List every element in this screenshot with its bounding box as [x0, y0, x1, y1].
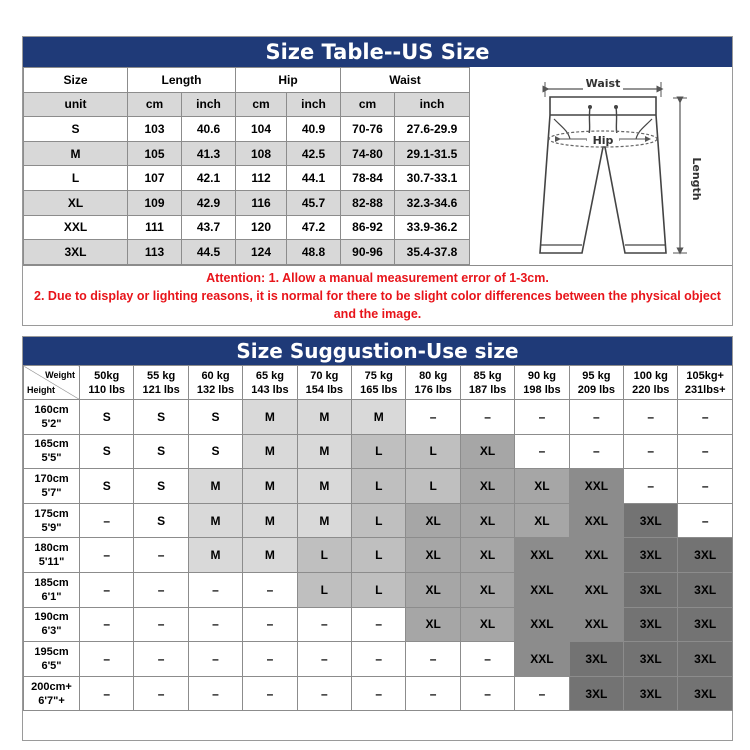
size-value-cell: 108 — [236, 141, 287, 166]
size-suggestion-cell: M — [188, 503, 242, 538]
size-suggestion-cell: XXL — [515, 642, 569, 677]
size-suggestion-cell: 3XL — [624, 538, 678, 573]
weight-header-row — [24, 366, 733, 400]
size-value-cell: 40.6 — [182, 117, 236, 142]
header-length: Length — [128, 68, 236, 93]
size-suggestion-cell: XL — [460, 538, 514, 573]
size-row — [24, 190, 470, 215]
size-value-cell: 112 — [236, 166, 287, 191]
size-suggestion-cell: – — [80, 642, 134, 677]
size-suggestion-cell: XL — [406, 572, 460, 607]
attention-line-2: 2. Due to display or lighting reasons, it is normal for there to be slight color differences between the physical object and the image. — [34, 289, 721, 321]
height-header-cell — [24, 572, 80, 607]
size-suggestion-cell: – — [80, 676, 134, 711]
size-suggestion-cell: – — [352, 642, 406, 677]
weight-lbs: 154 lbs — [305, 383, 343, 396]
weight-lbs: 176 lbs — [414, 383, 452, 396]
weight-lbs: 143 lbs — [251, 383, 289, 396]
height-header-cell — [24, 400, 80, 435]
size-suggestion-cell: 3XL — [678, 607, 732, 642]
weight-kg: 65 kg — [255, 369, 284, 382]
height-row — [24, 434, 733, 469]
size-value-cell: 70-76 — [341, 117, 395, 142]
unit-cell: inch — [287, 92, 341, 117]
size-suggestion-cell: S — [80, 469, 134, 504]
height-ft: 6'1" — [41, 590, 62, 603]
height-header-cell — [24, 607, 80, 642]
size-suggestion-cell: – — [297, 607, 351, 642]
diagram-waist-label: Waist — [585, 77, 621, 90]
size-suggestion-cell: M — [297, 503, 351, 538]
size-suggestion-cell: – — [188, 607, 242, 642]
height-header-cell — [24, 503, 80, 538]
size-suggestion-cell: S — [134, 400, 188, 435]
size-value-cell: 78-84 — [341, 166, 395, 191]
weight-lbs: 187 lbs — [468, 383, 507, 396]
size-suggestion-cell: M — [243, 434, 297, 469]
size-suggestion-cell: XL — [460, 434, 514, 469]
unit-cell: unit — [24, 92, 128, 117]
size-suggestion-cell: S — [134, 503, 188, 538]
weight-header-cell — [624, 366, 678, 400]
attention-line-1: Attention: 1. Allow a manual measurement error of 1-3cm. — [206, 271, 549, 285]
size-value-cell: 116 — [236, 190, 287, 215]
size-suggestion-cell: XXL — [569, 538, 623, 573]
weight-kg: 95 kg — [582, 369, 611, 382]
corner-weight-label: Weight — [45, 370, 75, 380]
weight-header-cell — [188, 366, 242, 400]
size-table-header-row — [24, 68, 470, 93]
size-suggestion-cell: – — [624, 469, 678, 504]
height-row — [24, 572, 733, 607]
size-suggestion-cell: XXL — [515, 607, 569, 642]
height-ft: 5'9" — [41, 521, 62, 534]
size-value-cell: 107 — [128, 166, 182, 191]
height-header-cell — [24, 469, 80, 504]
size-suggestion-cell: – — [515, 400, 569, 435]
height-row — [24, 538, 733, 573]
weight-lbs: 121 lbs — [142, 383, 180, 396]
size-label-cell: XXL — [24, 215, 128, 240]
size-suggestion-table — [23, 365, 733, 711]
weight-header-cell — [134, 366, 188, 400]
size-value-cell: 90-96 — [341, 240, 395, 265]
size-suggestion-cell: XL — [406, 607, 460, 642]
size-label-cell: 3XL — [24, 240, 128, 265]
size-suggestion-cell: – — [188, 676, 242, 711]
size-value-cell: 44.1 — [287, 166, 341, 191]
size-value-cell: 104 — [236, 117, 287, 142]
header-hip: Hip — [236, 68, 341, 93]
size-suggestion-cell: L — [352, 572, 406, 607]
size-suggestion-cell: – — [678, 400, 732, 435]
size-suggestion-cell: – — [515, 434, 569, 469]
size-suggestion-cell: L — [297, 572, 351, 607]
corner-height-label: Height — [27, 385, 55, 395]
size-row — [24, 240, 470, 265]
size-suggestion-cell: – — [406, 676, 460, 711]
size-suggestion-panel — [22, 336, 733, 741]
size-row — [24, 141, 470, 166]
size-suggestion-cell: 3XL — [624, 607, 678, 642]
size-suggestion-cell: M — [297, 434, 351, 469]
size-value-cell: 33.9-36.2 — [395, 215, 470, 240]
unit-cell: cm — [341, 92, 395, 117]
size-value-cell: 111 — [128, 215, 182, 240]
height-cm: 180cm — [34, 542, 69, 555]
size-value-cell: 103 — [128, 117, 182, 142]
height-row — [24, 469, 733, 504]
weight-lbs: 165 lbs — [360, 383, 398, 396]
weight-header-cell — [406, 366, 460, 400]
size-suggestion-cell: – — [460, 676, 514, 711]
height-cm: 190cm — [34, 611, 69, 624]
height-ft: 6'3" — [41, 625, 62, 638]
size-suggestion-cell: M — [243, 469, 297, 504]
size-suggestion-cell: L — [352, 469, 406, 504]
weight-lbs: 198 lbs — [523, 383, 561, 396]
weight-header-cell — [515, 366, 569, 400]
size-suggestion-cell: XXL — [569, 607, 623, 642]
size-value-cell: 47.2 — [287, 215, 341, 240]
size-suggestion-cell: – — [134, 676, 188, 711]
size-suggestion-cell: XXL — [569, 469, 623, 504]
size-suggestion-cell: 3XL — [678, 676, 732, 711]
size-suggestion-cell: – — [80, 607, 134, 642]
size-value-cell: 27.6-29.9 — [395, 117, 470, 142]
size-value-cell: 40.9 — [287, 117, 341, 142]
weight-kg: 105kg+ — [686, 369, 724, 382]
weight-kg: 75 kg — [364, 369, 393, 382]
size-suggestion-cell: – — [352, 607, 406, 642]
size-suggestion-cell: – — [80, 572, 134, 607]
size-label-cell: M — [24, 141, 128, 166]
size-suggestion-cell: – — [406, 400, 460, 435]
size-suggestion-cell: XXL — [569, 572, 623, 607]
weight-kg: 100 kg — [633, 369, 668, 382]
size-suggestion-cell: L — [352, 434, 406, 469]
size-suggestion-cell: – — [80, 538, 134, 573]
size-value-cell: 124 — [236, 240, 287, 265]
height-row — [24, 607, 733, 642]
weight-header-cell — [569, 366, 623, 400]
weight-lbs: 110 lbs — [88, 383, 126, 396]
weight-kg: 50kg — [94, 369, 120, 382]
weight-header-cell — [352, 366, 406, 400]
size-value-cell: 105 — [128, 141, 182, 166]
size-suggestion-cell: S — [188, 400, 242, 435]
size-suggestion-cell: – — [624, 400, 678, 435]
size-suggestion-cell: – — [297, 642, 351, 677]
size-suggestion-cell: XL — [406, 503, 460, 538]
weight-height-corner — [24, 366, 80, 400]
weight-lbs: 231lbs+ — [684, 383, 726, 396]
size-suggestion-cell: – — [460, 400, 514, 435]
size-suggestion-cell: 3XL — [569, 676, 623, 711]
size-suggestion-cell: – — [188, 642, 242, 677]
height-ft: 5'2" — [41, 417, 62, 430]
size-suggestion-cell: XL — [515, 503, 569, 538]
weight-kg: 55 kg — [147, 369, 176, 382]
weight-kg: 85 kg — [473, 369, 502, 382]
size-suggestion-cell: S — [80, 434, 134, 469]
size-suggestion-cell: M — [352, 400, 406, 435]
size-suggestion-cell: S — [134, 469, 188, 504]
size-suggestion-cell: – — [297, 676, 351, 711]
size-value-cell: 42.5 — [287, 141, 341, 166]
unit-cell: inch — [395, 92, 470, 117]
weight-header-cell — [678, 366, 732, 400]
unit-cell: cm — [128, 92, 182, 117]
size-suggestion-cell: 3XL — [569, 642, 623, 677]
size-suggestion-cell: – — [243, 676, 297, 711]
header-waist: Waist — [341, 68, 470, 93]
size-value-cell: 109 — [128, 190, 182, 215]
header-size: Size — [24, 68, 128, 93]
size-table-title: Size Table--US Size — [23, 37, 732, 67]
height-ft: 5'7" — [41, 486, 62, 499]
size-suggestion-cell: – — [515, 676, 569, 711]
size-suggestion-cell: M — [188, 538, 242, 573]
weight-kg: 90 kg — [527, 369, 557, 382]
size-value-cell: 30.7-33.1 — [395, 166, 470, 191]
height-ft: 5'11" — [38, 556, 65, 569]
weight-kg: 70 kg — [310, 369, 339, 382]
size-value-cell: 74-80 — [341, 141, 395, 166]
size-suggestion-cell: L — [406, 469, 460, 504]
size-suggestion-cell: – — [243, 607, 297, 642]
size-value-cell: 86-92 — [341, 215, 395, 240]
size-suggestion-cell: – — [624, 434, 678, 469]
size-label-cell: L — [24, 166, 128, 191]
size-suggestion-cell: – — [406, 642, 460, 677]
size-value-cell: 82-88 — [341, 190, 395, 215]
weight-header-cell — [80, 366, 134, 400]
size-suggestion-cell: XL — [406, 538, 460, 573]
size-suggestion-cell: – — [569, 434, 623, 469]
size-suggestion-cell: – — [243, 572, 297, 607]
size-suggestion-cell: M — [297, 469, 351, 504]
weight-lbs: 209 lbs — [577, 383, 616, 396]
pants-measurement-icon — [470, 67, 733, 264]
height-ft: 5'5" — [41, 452, 62, 465]
size-suggestion-cell: XL — [515, 469, 569, 504]
attention-note — [23, 265, 732, 325]
weight-header-cell — [243, 366, 297, 400]
size-value-cell: 32.3-34.6 — [395, 190, 470, 215]
size-label-cell: XL — [24, 190, 128, 215]
size-value-cell: 43.7 — [182, 215, 236, 240]
height-row — [24, 503, 733, 538]
size-suggestion-cell: – — [134, 538, 188, 573]
size-suggestion-cell: M — [243, 503, 297, 538]
diagram-length-label: Length — [690, 157, 703, 201]
size-row — [24, 117, 470, 142]
size-suggestion-cell: L — [406, 434, 460, 469]
weight-lbs: 220 lbs — [632, 383, 670, 396]
height-cm: 185cm — [34, 576, 69, 589]
height-cm: 195cm — [34, 645, 69, 658]
height-ft: 6'7"+ — [38, 694, 65, 707]
size-suggestion-cell: M — [297, 400, 351, 435]
size-suggestion-title: Size Suggustion-Use size — [23, 337, 732, 365]
size-suggestion-cell: L — [352, 503, 406, 538]
size-value-cell: 42.1 — [182, 166, 236, 191]
size-suggestion-cell: M — [188, 469, 242, 504]
size-value-cell: 41.3 — [182, 141, 236, 166]
height-row — [24, 676, 733, 711]
size-suggestion-cell: 3XL — [624, 676, 678, 711]
size-suggestion-cell: – — [134, 607, 188, 642]
height-header-cell — [24, 642, 80, 677]
size-suggestion-cell: S — [134, 434, 188, 469]
size-suggestion-cell: – — [188, 572, 242, 607]
weight-kg: 60 kg — [201, 369, 230, 382]
size-suggestion-cell: S — [188, 434, 242, 469]
size-suggestion-cell: L — [297, 538, 351, 573]
size-suggestion-cell: M — [243, 538, 297, 573]
size-suggestion-cell: 3XL — [678, 642, 732, 677]
size-suggestion-cell: – — [678, 434, 732, 469]
weight-kg: 80 kg — [419, 369, 448, 382]
size-value-cell: 113 — [128, 240, 182, 265]
size-row — [24, 166, 470, 191]
height-ft: 6'5" — [41, 659, 62, 672]
height-row — [24, 400, 733, 435]
size-value-cell: 42.9 — [182, 190, 236, 215]
size-value-cell: 29.1-31.5 — [395, 141, 470, 166]
size-table-unit-row — [24, 92, 470, 117]
unit-cell: cm — [236, 92, 287, 117]
size-suggestion-cell: 3XL — [678, 538, 732, 573]
size-suggestion-cell: – — [134, 572, 188, 607]
size-label-cell: S — [24, 117, 128, 142]
unit-cell: inch — [182, 92, 236, 117]
size-table-panel — [22, 36, 733, 326]
size-value-cell: 120 — [236, 215, 287, 240]
size-suggestion-cell: 3XL — [678, 572, 732, 607]
weight-header-cell — [460, 366, 514, 400]
size-value-cell: 44.5 — [182, 240, 236, 265]
size-suggestion-cell: XL — [460, 503, 514, 538]
size-suggestion-cell: – — [134, 642, 188, 677]
size-row — [24, 215, 470, 240]
height-cm: 175cm — [34, 507, 69, 520]
size-suggestion-cell: – — [678, 469, 732, 504]
size-suggestion-cell: XL — [460, 572, 514, 607]
height-row — [24, 642, 733, 677]
size-suggestion-cell: XL — [460, 469, 514, 504]
height-cm: 165cm — [34, 438, 69, 451]
size-suggestion-cell: XXL — [515, 572, 569, 607]
size-suggestion-cell: XXL — [569, 503, 623, 538]
height-header-cell — [24, 434, 80, 469]
weight-header-cell — [297, 366, 351, 400]
size-value-cell: 48.8 — [287, 240, 341, 265]
size-value-cell: 35.4-37.8 — [395, 240, 470, 265]
size-suggestion-cell: – — [678, 503, 732, 538]
size-suggestion-cell: XL — [460, 607, 514, 642]
size-suggestion-cell: M — [243, 400, 297, 435]
size-suggestion-cell: 3XL — [624, 572, 678, 607]
size-suggestion-cell: 3XL — [624, 503, 678, 538]
height-cm: 200cm+ — [31, 680, 72, 693]
height-cm: 170cm — [34, 472, 69, 485]
weight-lbs: 132 lbs — [196, 383, 235, 396]
size-suggestion-cell: S — [80, 400, 134, 435]
size-suggestion-cell: L — [352, 538, 406, 573]
size-suggestion-cell: – — [243, 642, 297, 677]
size-value-cell: 45.7 — [287, 190, 341, 215]
height-cm: 160cm — [34, 403, 69, 416]
diagram-hip-label: Hip — [592, 134, 614, 147]
pants-diagram — [469, 67, 732, 264]
size-suggestion-cell: XXL — [515, 538, 569, 573]
size-suggestion-cell: 3XL — [624, 642, 678, 677]
height-header-cell — [24, 538, 80, 573]
size-suggestion-cell: – — [352, 676, 406, 711]
height-header-cell — [24, 676, 80, 711]
size-suggestion-cell: – — [569, 400, 623, 435]
size-suggestion-cell: – — [460, 642, 514, 677]
size-table — [23, 67, 470, 265]
size-suggestion-cell: – — [80, 503, 134, 538]
